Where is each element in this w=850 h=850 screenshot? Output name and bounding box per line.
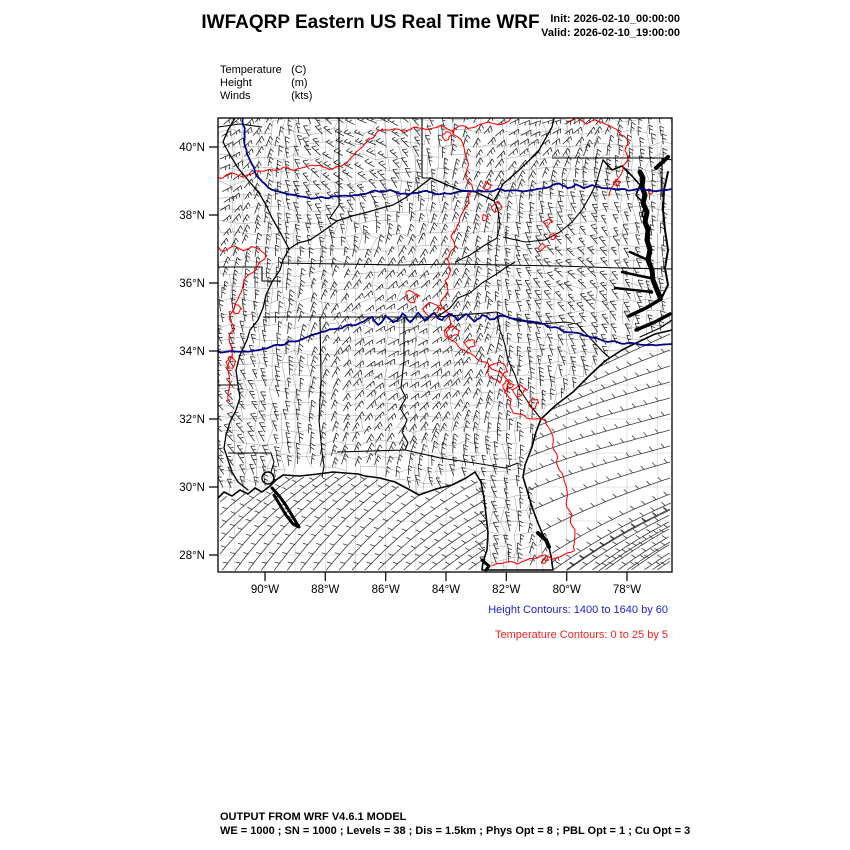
lat-tick-label: 34°N [179, 346, 205, 358]
temp-contour-west [218, 246, 267, 402]
footer-model-line: OUTPUT FROM WRF V4.6.1 MODEL [220, 811, 407, 823]
lat-tick-label: 40°N [179, 142, 205, 154]
lon-tick-label: 86°W [371, 584, 400, 596]
field-name: Winds [220, 90, 251, 102]
field-unit: (m) [291, 77, 308, 89]
field-unit: (kts) [291, 90, 313, 102]
lon-tick-label: 80°W [552, 584, 581, 596]
temp-contour-closed [529, 399, 539, 408]
pamlico-sound [636, 314, 670, 330]
lon-tick-label: 88°W [311, 584, 340, 596]
temp-contour-closed [442, 132, 452, 141]
ocean-wind-feathers [221, 334, 667, 565]
map-canvas [213, 111, 677, 576]
footer-block [220, 810, 690, 838]
run-times [520, 12, 680, 40]
lon-tick-label: 78°W [612, 584, 642, 596]
lat-tick-label: 32°N [179, 414, 205, 426]
temp-contour-closed [464, 340, 475, 348]
field-winds [220, 90, 312, 103]
footer-config-line: WE = 1000 ; SN = 1000 ; Levels = 38 ; Dis = 1.5km ; Phys Opt = 8 ; PBL Opt = 1 ; Cu Opt = 3 [220, 825, 691, 837]
temperature-contour-legend: Temperature Contours: 0 to 25 by 5 [494, 629, 668, 641]
init-time: Init: 2026-02-10_00:00:00 [550, 13, 680, 25]
lon-tick-label: 82°W [492, 584, 521, 596]
iowa-missouri-border [218, 124, 262, 127]
lat-tick-label: 36°N [179, 278, 205, 290]
field-height [220, 77, 312, 90]
page-title: IWFAQRP Eastern US Real Time WRF [201, 12, 540, 33]
indiana-ohio-border [422, 118, 431, 178]
lat-tick-label: 38°N [179, 210, 205, 222]
temp-contour-closed [445, 326, 460, 338]
lon-tick-label: 90°W [250, 584, 280, 596]
height-contour-legend: Height Contours: 1400 to 1640 by 60 [488, 604, 668, 616]
field-name: Temperature [220, 64, 282, 76]
field-name: Height [220, 77, 252, 89]
ocean-wind-streamlines [220, 334, 671, 571]
field-temperature [220, 64, 312, 77]
field-list [220, 64, 312, 103]
albemarle-sound [629, 299, 661, 316]
lon-tick-label: 84°W [431, 584, 461, 596]
lat-tick-label: 28°N [179, 550, 205, 562]
temp-contour-closed [539, 244, 546, 251]
valid-time: Valid: 2026-02-10_19:00:00 [541, 27, 680, 39]
lat-tick-label: 30°N [179, 482, 205, 494]
field-unit: (C) [291, 64, 307, 76]
